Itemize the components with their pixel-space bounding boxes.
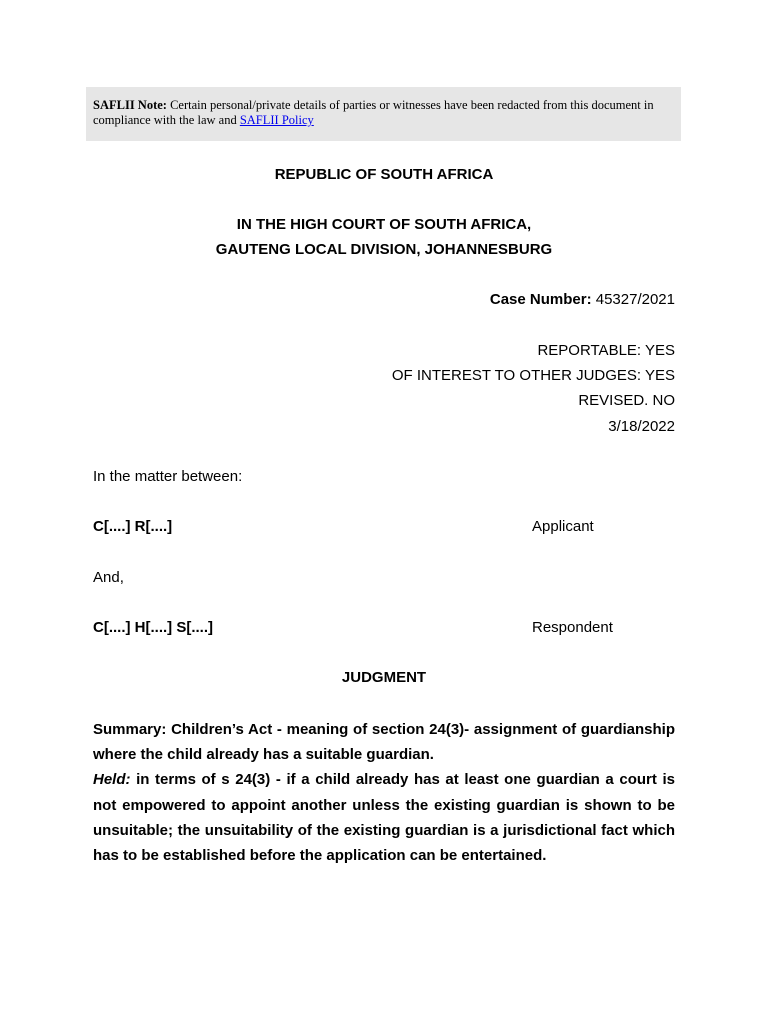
note-text: Certain personal/private details of parties or witnesses have been redacted from this document in compliance with the law and — [93, 98, 654, 127]
court-heading-line2: GAUTENG LOCAL DIVISION, JOHANNESBURG — [215, 241, 553, 258]
reportable-status: REPORTABLE: YES — [537, 342, 675, 359]
applicant-name: C[....] R[....] — [93, 518, 173, 535]
case-number-label: Case Number: — [489, 291, 592, 308]
judgment-heading: JUDGMENT — [341, 669, 427, 686]
saflii-note — [86, 87, 681, 141]
held-paragraph — [93, 767, 675, 868]
case-number — [490, 291, 675, 309]
interest-status: OF INTEREST TO OTHER JUDGES: YES — [391, 367, 675, 384]
court-heading-line1: IN THE HIGH COURT OF SOUTH AFRICA, — [236, 216, 532, 233]
respondent-role: Respondent — [532, 619, 613, 636]
note-label: SAFLII Note: — [93, 98, 167, 112]
applicant-role: Applicant — [532, 518, 594, 535]
held-text: in terms of s 24(3) - if a child already has at least one guardian a court is not empowered to appoint another unless the existing guardian is shown to be unsuitable; the unsuitability of the existing guardian is a jurisdictional fact which has to be established before the application can be entertained. — [93, 771, 675, 865]
saflii-policy-link[interactable]: SAFLII Policy — [239, 113, 314, 127]
judgment-date: 3/18/2022 — [608, 418, 675, 435]
revised-status: REVISED. NO — [578, 392, 675, 409]
and-separator: And, — [93, 569, 124, 586]
case-number-value: 45327/2021 — [591, 291, 675, 308]
matter-intro: In the matter between: — [93, 468, 243, 485]
held-label: Held: — [93, 771, 131, 789]
republic-heading: REPUBLIC OF SOUTH AFRICA — [274, 166, 494, 183]
judgment-summary — [93, 717, 675, 868]
respondent-name: C[....] H[....] S[....] — [93, 619, 213, 636]
summary-paragraph: Summary: Children’s Act - meaning of section 24(3)- assignment of guardianship where the child already has a suitable guardian. — [93, 721, 675, 764]
